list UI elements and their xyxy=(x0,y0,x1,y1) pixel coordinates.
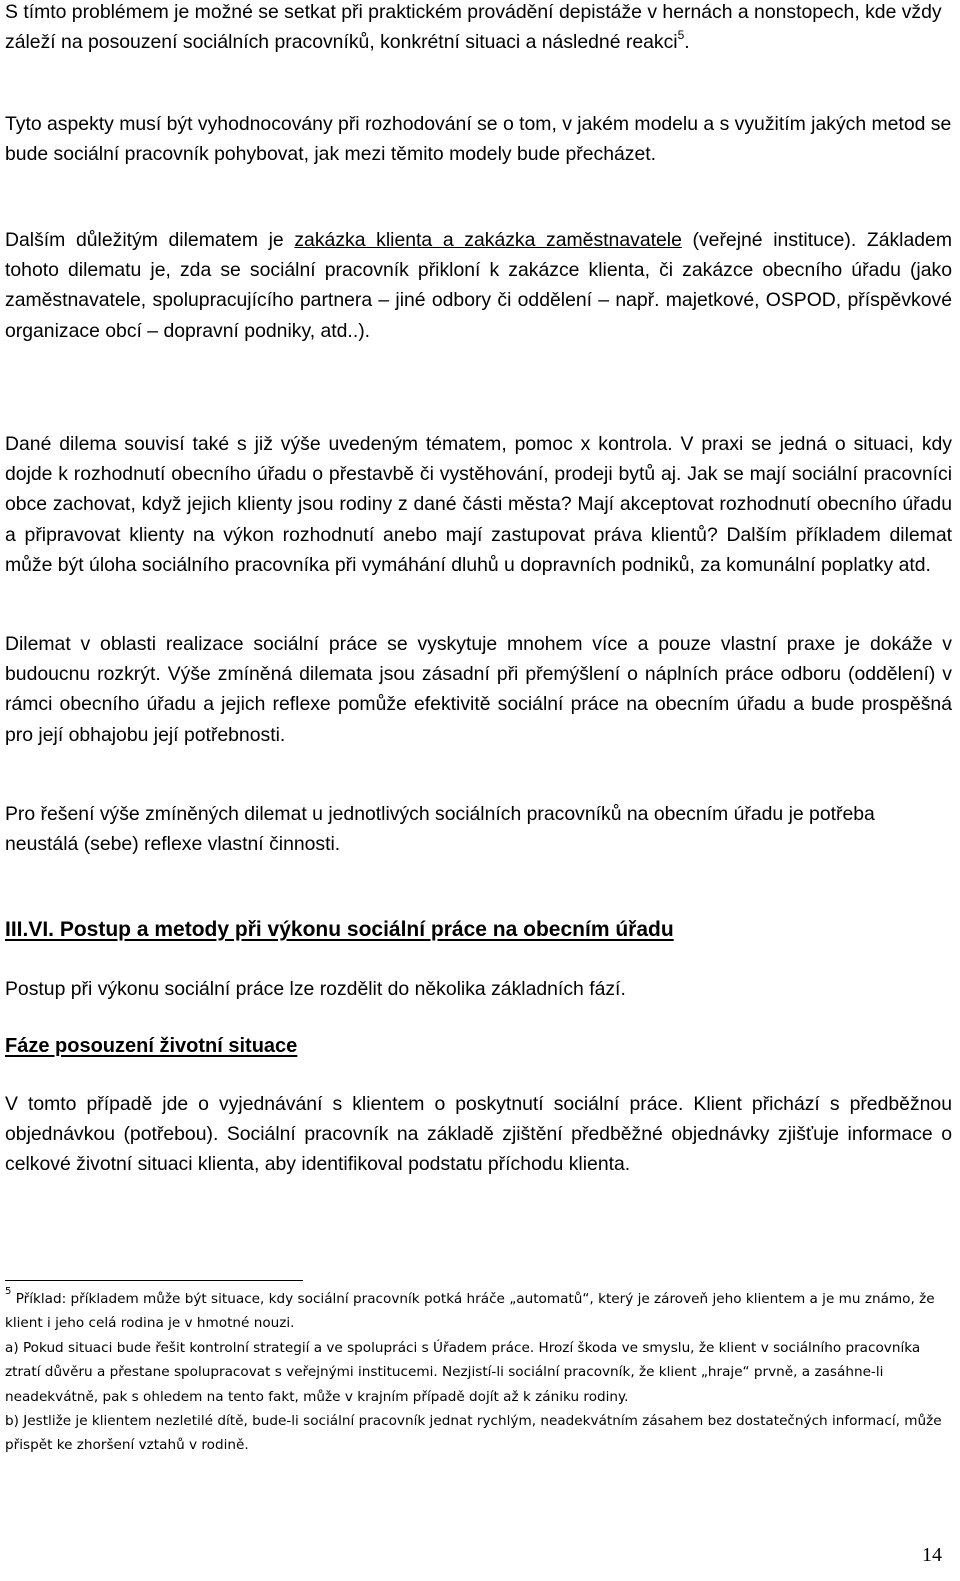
paragraph-6: Pro řešení výše zmíněných dilemat u jednotlivých sociálních pracovníků na obecním úřadu je potřeba neustálá (sebe) reflexe vlastní činnosti. xyxy=(5,803,875,856)
paragraph-2: Tyto aspekty musí být vyhodnocovány při rozhodování se o tom, v jakém modelu a s využitím jakých metod se bude sociální pracovník pohybovat, jak mezi těmito modely bude přecházet. xyxy=(5,113,952,166)
page-number: 14 xyxy=(922,1544,942,1566)
section-heading: III.VI. Postup a metody při výkonu sociální práce na obecním úřadu xyxy=(5,918,674,941)
paragraph-4: Dané dilema souvisí také s již výše uvedeným tématem, pomoc x kontrola. V praxi se jedná o situaci, kdy dojde k rozhodnutí obecního úřadu o přestavbě či vystěhování, prodeji bytů aj. Jak se mají sociální pracovníci obce zachovat, když jejich klienty jsou rodiny z dané části města? Mají akceptovat rozhodnutí obecního úřadu a připravovat klienty na výkon rozhodnutí anebo mají zastupovat práva klientů? Dalším příkladem dilemat může být úloha sociálního pracovníka při vymáhání dluhů u dopravních podniků, za komunální poplatky atd. xyxy=(5,433,952,576)
paragraph-3 xyxy=(5,225,952,346)
footnote-item-b: b) Jestliže je klientem nezletilé dítě, bude-li sociální pracovník jednat rychlým, neadekvátním zásahem bez dostatečných informací, může přispět ke zhoršení vztahů v rodině. xyxy=(5,1413,942,1454)
paragraph-3-lead: Dalším důležitým dilematem je xyxy=(5,229,295,251)
paragraph-7: Postup při výkonu sociální práce lze rozdělit do několika základních fází. xyxy=(5,978,626,1000)
footnote-item-a: a) Pokud situaci bude řešit kontrolní strategií a ve spolupráci s Úřadem práce. Hrozí škoda ve smyslu, že klient v sociálního pracovníka ztratí důvěru a přestane spolupracovat s veřejnými institucemi. Nezjistí-li sociální pracovník, že klient „hraje“ prvně, a zasáhne-li neadekvátně, pak s ohledem na tento fakt, může v krajním případě dojít až k zániku rodiny. xyxy=(5,1339,921,1405)
paragraph-1 xyxy=(5,0,952,57)
paragraph-1-end: . xyxy=(684,31,690,54)
paragraph-1-text: S tímto problémem je možné se setkat při praktickém provádění depistáže v hernách a nonstopech, kde vždy záleží na posouzení sociálních pracovníků, konkrétní situaci a následné reakci xyxy=(5,1,942,54)
footnote-5 xyxy=(5,1287,952,1336)
footnote-5-text: Příklad: příkladem může být situace, kdy sociální pracovník potká hráče „automatů“, který je zároveň jeho klientem a je mu známo, že klient i jeho celá rodina je v hmotné nouzi. xyxy=(5,1291,935,1332)
footnote-number: 5 xyxy=(5,1286,12,1298)
paragraph-5: Dilemat v oblasti realizace sociální práce se vyskytuje mnohem více a pouze vlastní praxe je dokáže v budoucnu rozkrýt. Výše zmíněná dilemata jsou zásadní při přemýšlení o náplních práce odboru (oddělení) v rámci obecního úřadu a jejich reflexe pomůže efektivitě sociální práce na obecním úřadu a bude prospěšná pro její obhajobu její potřebnosti. xyxy=(5,633,952,746)
paragraph-3-underlined: zakázka klienta a zakázka zaměstnavatele xyxy=(294,229,682,251)
paragraph-8: V tomto případě jde o vyjednávání s klientem o poskytnutí sociální práce. Klient přichází s předběžnou objednávkou (potřebou). Sociální pracovník na základě zjištění předběžné objednávky zjišťuje informace o celkové životní situaci klienta, aby identifikoval podstatu příchodu klienta. xyxy=(5,1093,952,1176)
subsection-heading: Fáze posouzení životní situace xyxy=(5,1035,298,1057)
paragraph-3-rest: (veřejné instituce). Základem tohoto dilematu je, zda se sociální pracovník přikloní k zakázce klienta, či zakázce obecního úřadu (jako zaměstnavatele, spolupracujícího partnera – jiné odbory či oddělení – např. majetkové, OSPOD, příspěvkové organizace obcí – dopravní podniky, atd..). xyxy=(5,229,952,342)
footnote-ref-5[interactable]: 5 xyxy=(677,27,685,42)
footnotes xyxy=(5,1287,952,1458)
footnote-separator xyxy=(5,1280,303,1281)
